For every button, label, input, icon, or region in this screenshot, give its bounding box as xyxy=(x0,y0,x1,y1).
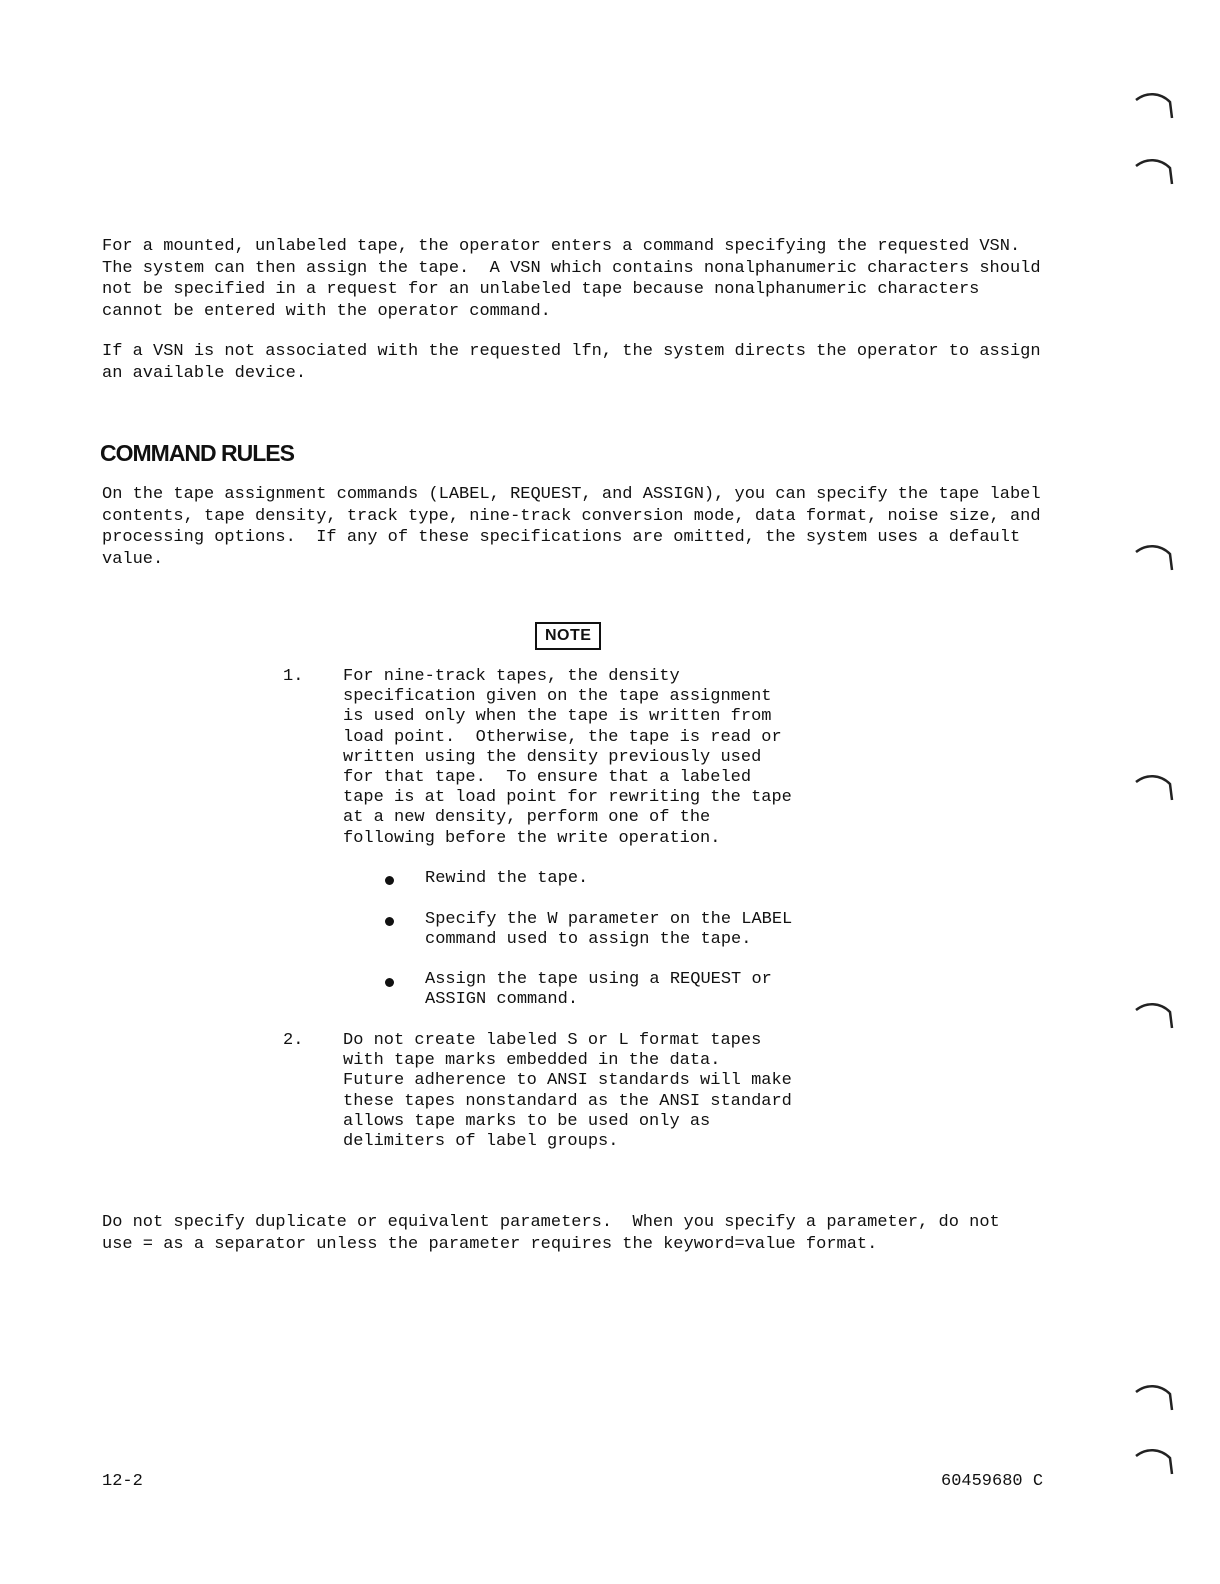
intro-paragraph-unlabeled-tape: For a mounted, unlabeled tape, the operator enters a command specifying the requested VSN. The system can then assign the tape. A VSN which contains nonalphanumeric characters should not be specified in a request for an unlabeled tape because nonalphanumeric characters cannot be entered with the operator command. xyxy=(102,237,1041,321)
punch-hole-mark-icon xyxy=(1132,998,1176,1034)
bullet-icon xyxy=(385,978,394,987)
paragraph-vsn-not-associated: If a VSN is not associated with the requested lfn, the system directs the operator to assign an available device. xyxy=(102,342,1041,383)
punch-hole-mark-icon xyxy=(1132,540,1176,576)
document-number: 60459680 C xyxy=(941,1472,1044,1491)
note-label: NOTE xyxy=(535,622,601,650)
punch-hole-mark-icon xyxy=(1132,154,1176,190)
bullet-item: Assign the tape using a REQUEST or ASSIGN command. xyxy=(425,970,772,1010)
punch-hole-mark-icon xyxy=(1132,88,1176,124)
punch-hole-mark-icon xyxy=(1132,770,1176,806)
note-item-text: For nine-track tapes, the density specification given on the tape assignment is used only when the tape is written from load point. Otherwise, the tape is read or written using the density previously used for that tape. To ensure that a labeled tape is at load point for rewriting the tape at a new density, perform one of the following before the write operation. xyxy=(343,667,792,848)
page-number: 12-2 xyxy=(102,1472,143,1491)
punch-hole-mark-icon xyxy=(1132,1444,1176,1480)
note-item-text: Do not create labeled S or L format tapes with tape marks embedded in the data. Future adherence to ANSI standards will make these tapes nonstandard as the ANSI standard allows tape marks to be used only as delimiters of label groups. xyxy=(343,1031,792,1152)
note-item-number: 1. xyxy=(283,667,304,686)
bullet-icon xyxy=(385,876,394,885)
bullet-item: Specify the W parameter on the LABEL command used to assign the tape. xyxy=(425,910,793,950)
bullet-item: Rewind the tape. xyxy=(425,869,589,888)
bullet-icon xyxy=(385,917,394,926)
section-heading: COMMAND RULES xyxy=(100,440,294,466)
note-item-number: 2. xyxy=(283,1031,304,1050)
punch-hole-mark-icon xyxy=(1132,1380,1176,1416)
paragraph-duplicate-parameters: Do not specify duplicate or equivalent parameters. When you specify a parameter, do not use = as a separator unless the parameter requires the keyword=value format. xyxy=(102,1213,1000,1254)
paragraph-tape-assignment-commands: On the tape assignment commands (LABEL, REQUEST, and ASSIGN), you can specify the tape label contents, tape density, track type, nine-track conversion mode, data format, noise size, and processing options. If any of these specifications are omitted, the system uses a default value. xyxy=(102,485,1041,569)
